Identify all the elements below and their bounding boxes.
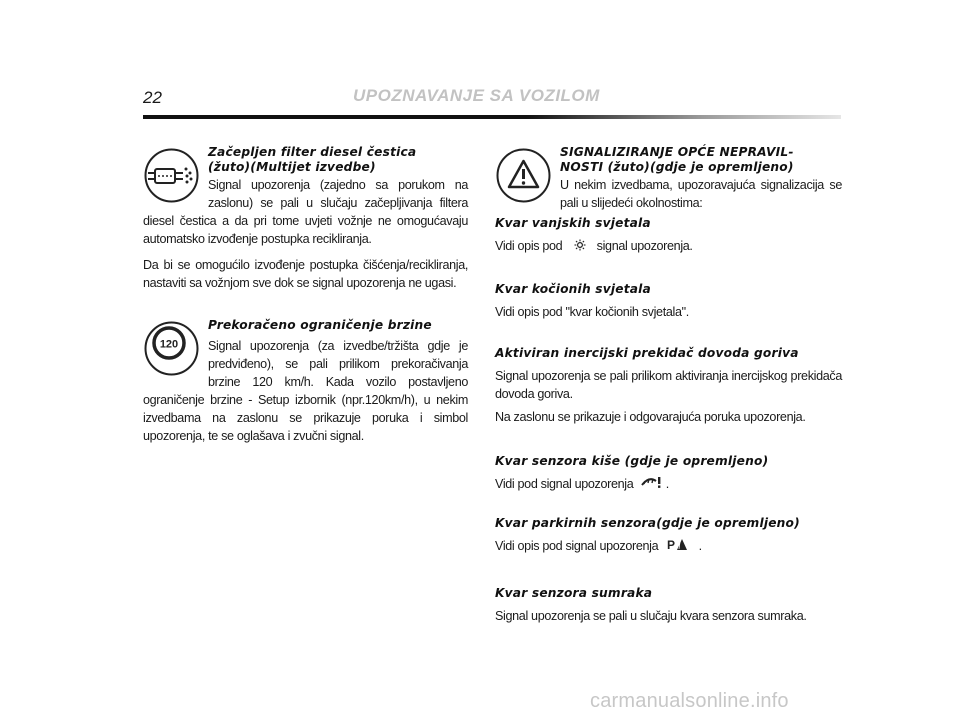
page-number: 22: [143, 88, 162, 107]
fault-text-after: signal upozorenja.: [596, 239, 693, 253]
fault-heading: Kvar senzora kiše (gdje je opremljeno): [495, 454, 769, 468]
speed-heading: Prekoračeno ograničenje brzine: [208, 318, 432, 332]
page-title: UPOZNAVANJE SA VOZILOM: [353, 86, 600, 105]
general-paragraph: U nekim izvedbama, upozoravajuća signalizacija se pali u slijedeći okolnostima:: [560, 178, 842, 210]
parking-sensor-icon: [667, 537, 687, 556]
watermark: carmanualsonline.info: [590, 690, 789, 712]
fault-heading: Kvar kočionih svjetala: [495, 282, 651, 296]
fault-heading: Kvar parkirnih senzora(gdje je opremljeno): [495, 516, 800, 530]
fault-text-before: Vidi opis pod signal upozorenja: [495, 539, 659, 553]
rain-sensor-fault-icon: [641, 475, 663, 494]
header-rule: [143, 115, 841, 119]
speed-paragraph: Signal upozorenja (za izvedbe/tržišta gdje je predviđeno), se pali prilikom prekoračivanja brzine 120 km/h. Kada vozilo postavljeno ograničenje brzine - Setup izbornik (npr.120km/h), u nekim izvedbama na zaslonu se prikazuje poruka i simbol upozorenja, te se oglašava i zvučni signal.: [143, 339, 468, 443]
exterior-light-icon: [574, 238, 586, 256]
general-fault-section: [495, 145, 842, 212]
fault-heading: Aktiviran inercijski prekidač dovoda goriva: [495, 346, 799, 360]
fault-text-before: Vidi opis pod: [495, 239, 563, 253]
fault-section-twilight-sensor: [495, 586, 842, 625]
fault-text: [495, 537, 842, 556]
fault-text: Signal upozorenja se pali u slučaju kvara senzora sumraka.: [495, 609, 807, 623]
speed-section: [143, 318, 468, 445]
fault-text: Signal upozorenja se pali prilikom aktiviranja inercijskog prekidača dovoda goriva.: [495, 369, 842, 401]
dpf-heading-line2: (žuto)(Multijet izvedbe): [208, 160, 376, 174]
left-column: [143, 140, 468, 445]
speed-limit-120-icon: [143, 320, 200, 377]
dpf-heading-line1: Začepljen filter diesel čestica: [208, 145, 417, 159]
fault-text: [495, 237, 842, 256]
dpf-paragraph-1: Signal upozorenja (zajedno sa porukom na zaslonu) se pali u slučaju začepljivanja filtera diesel čestica a da pri tome uvjeti vožnje ne omogućavaju automatsko izvođenje postupka recikliranja.: [143, 178, 468, 246]
dpf-section: [143, 145, 468, 292]
fault-text: [495, 475, 842, 494]
fault-heading: Kvar vanjskih svjetala: [495, 216, 651, 230]
fault-list: [495, 212, 842, 625]
svg-text:P: P: [667, 538, 676, 552]
speed-badge-text: 120: [159, 338, 179, 351]
right-column: [495, 140, 842, 625]
fault-section-rain-sensor: [495, 454, 842, 516]
fault-text-after: .: [698, 539, 702, 553]
warning-triangle-icon: [495, 147, 552, 204]
fault-section-parking-sensors: [495, 516, 842, 586]
general-heading-line2: NOSTI (žuto)(gdje je opremljeno): [560, 160, 794, 174]
dpf-paragraph-2: Da bi se omogućilo izvođenje postupka čišćenja/recikliranja, nastaviti sa vožnjom sve dok se signal upozorenja ne ugasi.: [143, 258, 468, 290]
fault-section-inertia-switch: [495, 346, 842, 454]
fault-text-line2: Na zaslonu se prikazuje i odgovarajuća poruka upozorenja.: [495, 410, 806, 424]
diesel-particulate-filter-icon: [143, 147, 200, 204]
fault-text: Vidi opis pod "kvar kočionih svjetala".: [495, 305, 689, 319]
fault-section-brake-lights: [495, 282, 842, 346]
fault-heading: Kvar senzora sumraka: [495, 586, 653, 600]
fault-text-before: Vidi pod signal upozorenja: [495, 477, 634, 491]
general-heading-line1: SIGNALIZIRANJE OPĆE NEPRAVIL-: [560, 145, 794, 159]
fault-text-after: .: [665, 477, 669, 491]
fault-section-exterior-lights: [495, 216, 842, 282]
